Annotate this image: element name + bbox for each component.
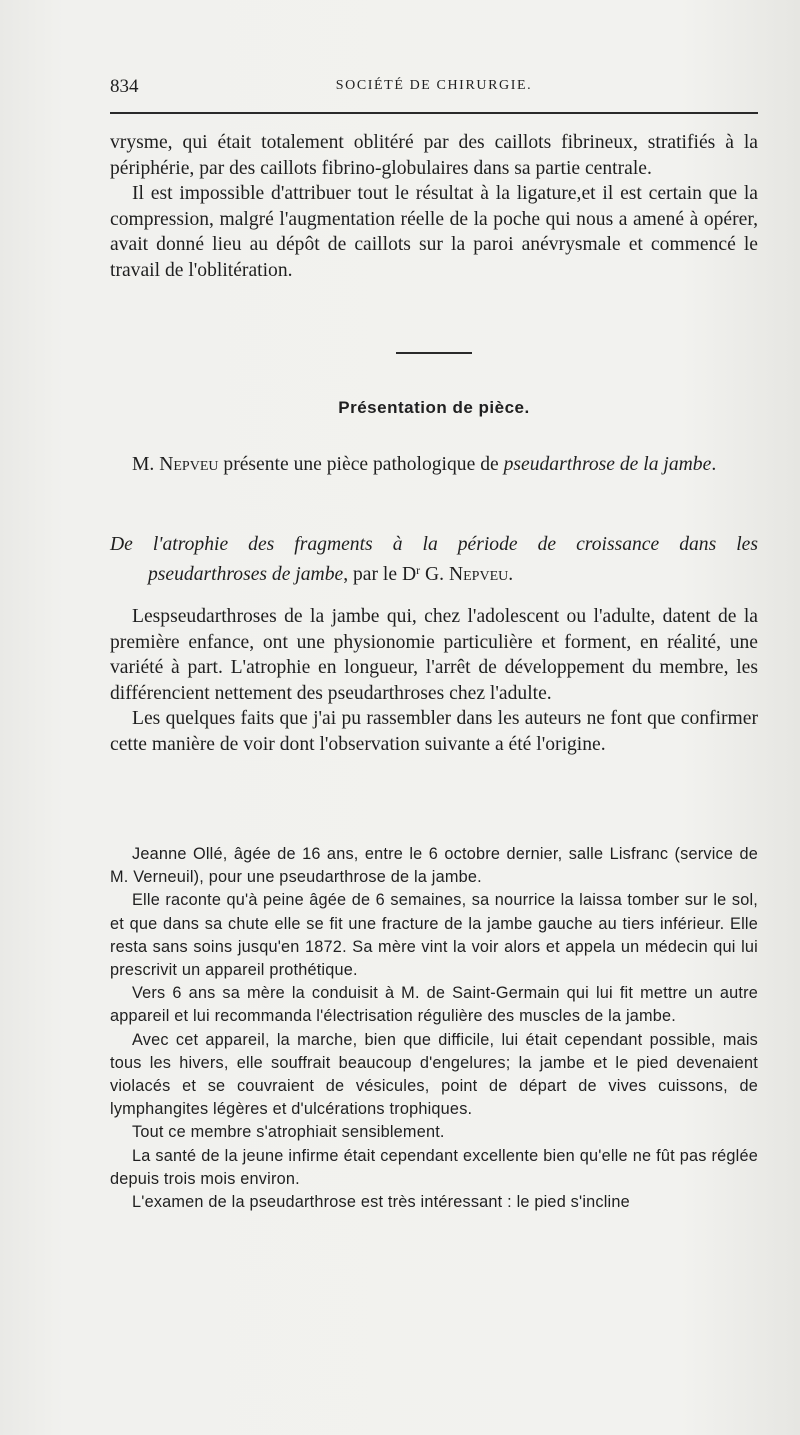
- article-title-initial: G.: [420, 563, 449, 585]
- observation-paragraph-7: L'examen de la pseudarthrose est très intéressant : le pied s'incline: [132, 1193, 630, 1212]
- paragraph-observations: Les quelques faits que j'ai pu rassembler dans les auteurs ne font que confirmer cette manière de voir dont l'observation suivante a été l'origine.: [110, 708, 758, 755]
- article-title-subject: pseudarthroses de jambe: [148, 563, 344, 585]
- presentation-paragraph: [110, 452, 758, 478]
- observation-paragraph-2: Elle raconte qu'à peine âgée de 6 semaines, sa nourrice la laissa tomber sur le sol, et que dans sa chute elle se fit une fracture de la jambe gauche au tiers inférieur. Elle resta sans soins jusqu'en 1872. Sa mère vint la voir alors et appela un médecin qui lui prescrivit un appareil prothétique.: [110, 891, 758, 980]
- presentation-end: .: [711, 454, 717, 475]
- article-title-author: Nepveu: [448, 563, 509, 585]
- article-title-end: .: [508, 563, 514, 585]
- paragraph-pseudarthroses: Lespseudarthroses de la jambe qui, chez l'adolescent ou l'adulte, datent de la première enfance, ont une physionomie particulière et forment, en réalité, une variété à part. L'atrophie en longueur, l'arrêt de développement du membre, les différencient nettement des pseudarthroses chez l'adulte.: [110, 606, 758, 704]
- paragraph-ligature: Il est impossible d'attribuer tout le résultat à la ligature,et il est certain que la compression, malgré l'augmentation réelle de la poche qui nous a amené à opérer, avait donné lieu au dépôt de caillots sur la paroi anévrysmale et commencé le travail de l'oblitération.: [110, 183, 758, 281]
- opening-text: [110, 130, 758, 284]
- article-title-line2: [110, 558, 758, 588]
- observation-paragraph-5: Tout ce membre s'atrophiait sensiblement.: [132, 1123, 445, 1142]
- presentation-subject: pseudarthrose de la jambe: [503, 454, 712, 475]
- presentation-block: [110, 452, 758, 478]
- presentation-text: présente une pièce pathologique de: [218, 454, 504, 475]
- section-divider: [396, 352, 472, 354]
- article-title-byline: , par le D: [343, 563, 417, 585]
- main-text: [110, 604, 758, 758]
- observation-paragraph-3: Vers 6 ans sa mère la conduisit à M. de Saint-Germain qui lui fit mettre un autre appareil et lui recommanda l'électrisation régulière des muscles de la jambe.: [110, 984, 758, 1026]
- section-heading: Présentation de pièce.: [338, 398, 530, 417]
- article-title: [110, 532, 758, 587]
- author-name: Nepveu: [159, 454, 219, 475]
- observation-paragraph-4: Avec cet appareil, la marche, bien que difficile, lui était cependant possible, mais tous les hivers, elle souffrait beaucoup d'engelures; la jambe et le pied devenaient violacés et se couvraient de vésicules, point de départ de vives cuissons, de lymphangites légères et d'ulcérations trophiques.: [110, 1030, 758, 1119]
- observation-text: [110, 843, 758, 1214]
- observation-paragraph-1: Jeanne Ollé, âgée de 16 ans, entre le 6 octobre dernier, salle Lisfranc (service de M. Verneuil), pour une pseudarthrose de la jambe.: [110, 845, 758, 887]
- page-header: [110, 76, 758, 100]
- page-number: 834: [110, 76, 139, 97]
- author-prefix: M.: [132, 454, 160, 475]
- running-title: SOCIÉTÉ DE CHIRURGIE.: [335, 78, 533, 93]
- header-rule: [110, 112, 758, 114]
- article-title-sup: r: [416, 562, 421, 577]
- article-title-line1: De l'atrophie des fragments à la période de croissance dans les: [110, 534, 758, 555]
- paragraph-aneurysm-clots: vrysme, qui était totalement oblitéré par des caillots fibrineux, stratifiés à la périphérie, par des caillots fibrino-globulaires dans sa partie centrale.: [110, 132, 758, 179]
- observation-paragraph-6: La santé de la jeune infirme était cependant excellente bien qu'elle ne fût pas réglée depuis trois mois environ.: [110, 1146, 758, 1188]
